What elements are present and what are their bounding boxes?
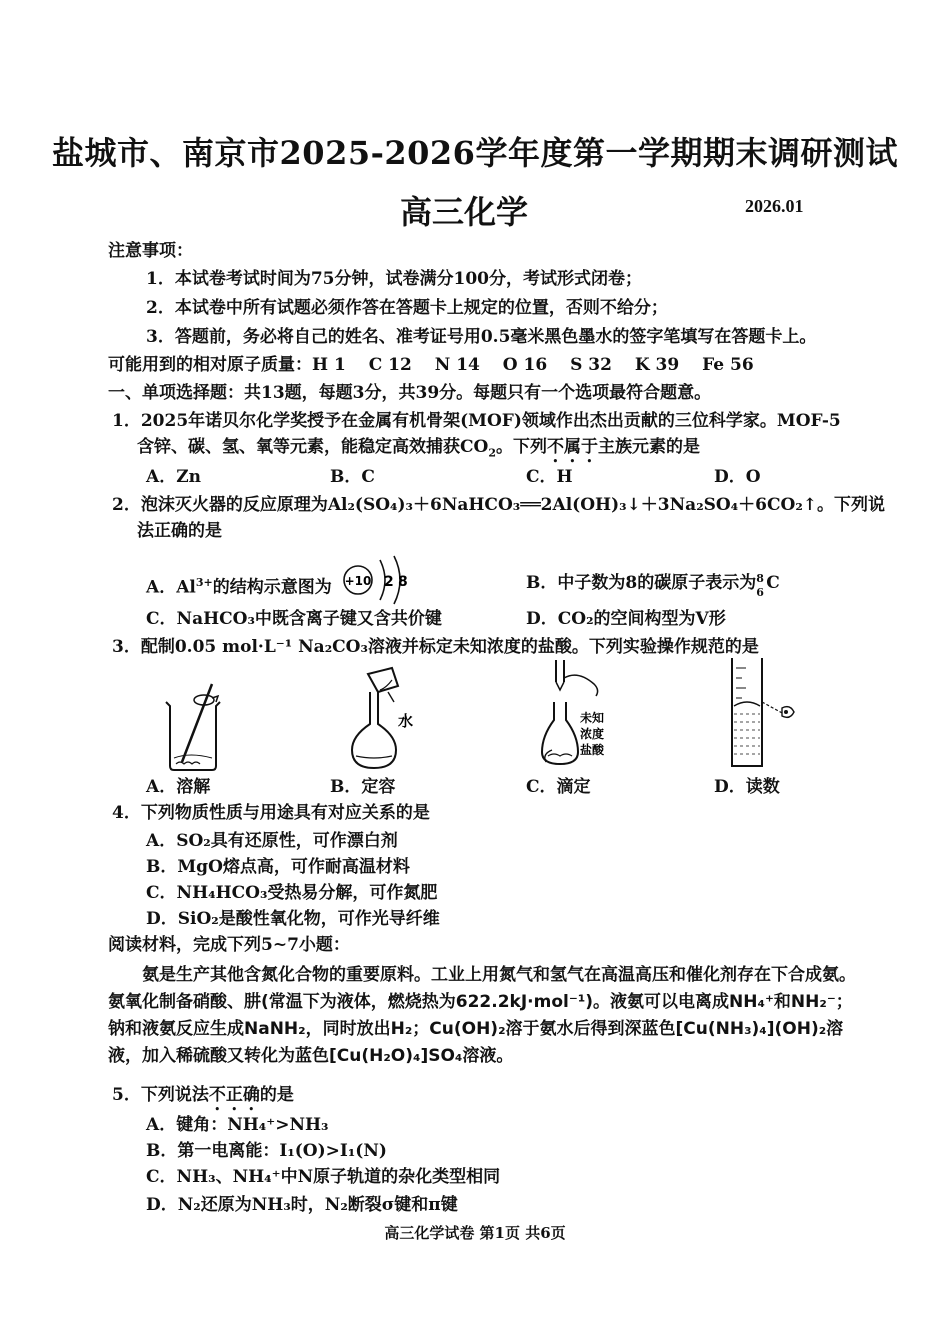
q4-option-a: A．SO₂具有还原性，可作漂白剂: [146, 831, 398, 851]
notice-item-2: 2．本试卷中所有试题必须作答在答题卡上规定的位置，否则不给分；: [146, 298, 668, 318]
q2-stem-line-2: 法正确的是: [137, 521, 222, 541]
q3-option-d: D．读数: [714, 777, 780, 797]
reading-passage: 氨是生产其他含氮化合物的重要原料。工业上用氮气和氢气在高温高压和催化剂存在下合成氨。氨氧化制备硝酸、肼(常温下为液体，燃烧热为622.2kJ·mol⁻¹)。液氨可以电离成NH₄⁺和NH₂⁻；钠和液氨反应生成NaNH₂，同时放出H₂；Cu(OH)₂溶于氨水后得到深蓝色[Cu(NH₃)₄](OH)₂溶液，加入稀硫酸又转化为蓝色[Cu(H₂O)₄]SO₄溶液。: [108, 965, 856, 1066]
q4-option-c: C．NH₄HCO₃受热易分解，可作氮肥: [146, 883, 438, 903]
q2-option-b: B．中子数为8的碳原子表示为 8 6 C: [526, 571, 780, 599]
q1-stem-line-2: 含锌、碳、氢、氧等元素，能稳定高效捕获$CO_2$。下列不属于主族元素的是: [137, 437, 700, 460]
q3-option-c: C．滴定: [526, 777, 591, 797]
exam-subject: 高三化学: [400, 193, 529, 231]
notice-heading: 注意事项：: [108, 241, 193, 261]
shell-2-electrons: 8: [398, 574, 408, 590]
q5-stem: 5．下列说法不正确的是: [112, 1085, 294, 1105]
section-1-heading: 一、单项选择题：共13题，每题3分，共39分。每题只有一个选项最符合题意。: [108, 383, 712, 403]
q1-emphasis: 不属于: [547, 437, 598, 457]
reading-heading: 阅读材料，完成下列5~7小题：: [108, 935, 350, 955]
q5-option-c: C．NH₃、NH₄⁺中N原子轨道的杂化类型相同: [146, 1167, 501, 1187]
nucleus-charge: +10: [344, 574, 372, 588]
water-label: 水: [398, 712, 414, 730]
q2-stem-line-1: 2．泡沫灭火器的反应原理为Al₂(SO₄)₃＋6NaHCO₃══2Al(OH)₃↓＋3Na₂SO₄＋6CO₂↑。下列说: [112, 495, 886, 515]
shell-1-electrons: 2: [384, 574, 394, 590]
q5-option-a: A．键角：NH₄⁺>NH₃: [146, 1115, 329, 1135]
acid-label-1: 未知: [580, 711, 605, 725]
q3-option-b: B．定容: [330, 777, 396, 797]
q5-option-d: D．N₂还原为NH₃时，N₂断裂σ键和π键: [146, 1195, 458, 1215]
q4-option-d: D．SiO₂是酸性氧化物，可作光导纤维: [146, 909, 440, 929]
q5-emphasis: 不正确: [208, 1085, 260, 1105]
q2-option-c: C．NaHCO₃中既含离子键又含共价键: [146, 609, 442, 629]
exam-date: 2026.01: [745, 196, 804, 216]
q3-option-a: A．溶解: [146, 777, 211, 797]
q1-option-b: B．C: [330, 467, 375, 487]
q1-stem-line-1: 1．2025年诺贝尔化学奖授予在金属有机骨架(MOF)领域作出杰出贡献的三位科学家。MOF-5: [112, 411, 841, 431]
acid-label-2: 浓度: [580, 727, 605, 741]
q2-option-d: D．CO₂的空间构型为V形: [526, 609, 726, 629]
graduated-cylinder-drawing: [722, 656, 812, 772]
q1-option-d: D．O: [714, 467, 761, 487]
notice-item-3: 3．答题前，务必将自己的姓名、准考证号用0.5毫米黑色墨水的签字笔填写在答题卡上。: [146, 327, 817, 347]
exam-title: 盐城市、南京市2025-2026学年度第一学期期末调研测试: [52, 134, 898, 172]
titration-setup-drawing: [540, 660, 612, 772]
atomic-masses: 可能用到的相对原子质量：H 1 C 12 N 14 O 16 S 32 K 39 Fe 56: [108, 355, 754, 375]
volumetric-flask-drawing: [348, 664, 428, 772]
q1-option-c: C．H: [526, 467, 573, 487]
dissolve-beaker-drawing: [160, 678, 230, 772]
q3-stem: 3．配制0.05 mol·L⁻¹ Na₂CO₃溶液并标定未知浓度的盐酸。下列实验操作规范的是: [112, 637, 759, 657]
q2-option-a: A．$Al^{3+}$的结构示意图为: [146, 576, 332, 598]
notice-item-1: 1．本试卷考试时间为75分钟，试卷满分100分，考试形式闭卷；: [146, 269, 642, 289]
q4-stem: 4．下列物质性质与用途具有对应关系的是: [112, 803, 430, 823]
acid-label-3: 盐酸: [580, 743, 605, 757]
q4-option-b: B．MgO熔点高，可作耐高温材料: [146, 857, 410, 877]
q1-option-a: A．Zn: [146, 467, 201, 487]
page-footer: 高三化学试卷 第1页 共6页: [384, 1224, 566, 1242]
q5-option-b: B．第一电离能：I₁(O)>I₁(N): [146, 1141, 387, 1161]
al-ion-structure-diagram: [340, 548, 420, 612]
